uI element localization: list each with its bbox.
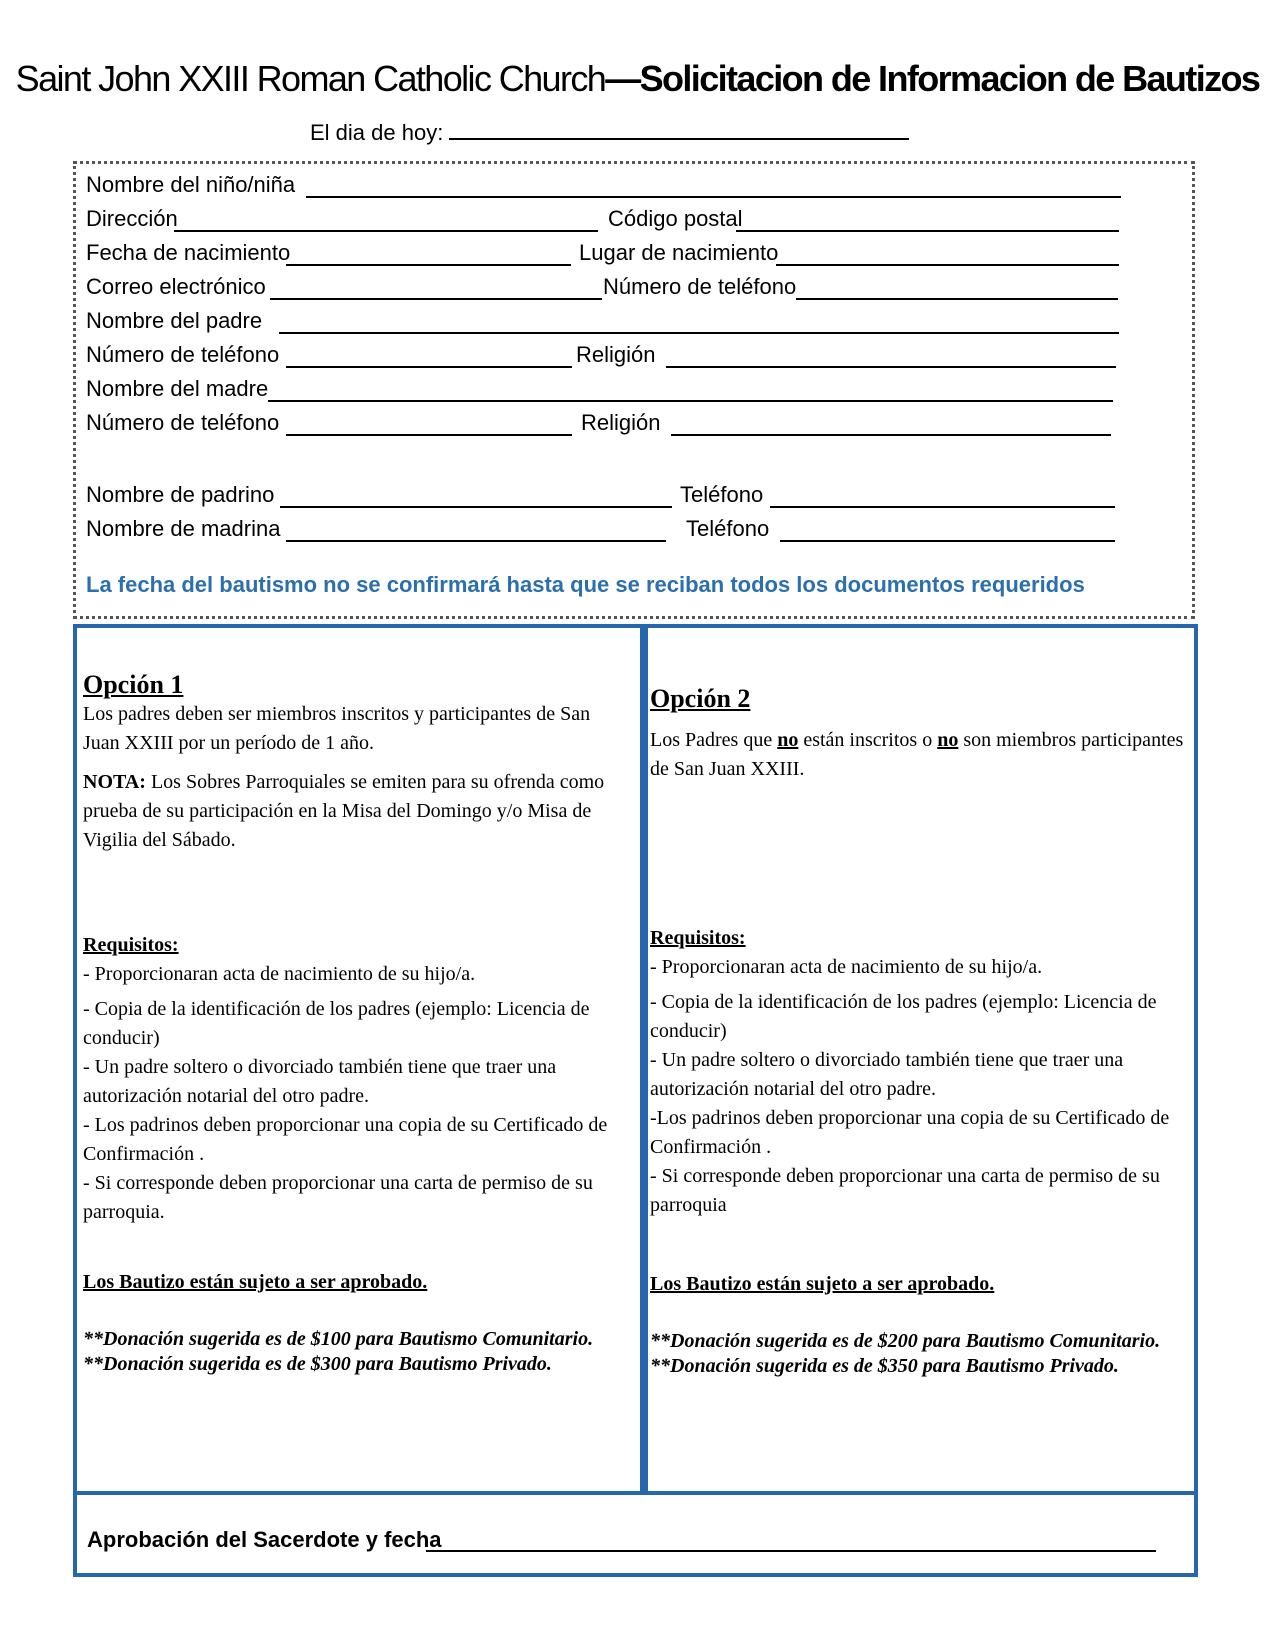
birth-date-input[interactable] <box>286 240 576 268</box>
option-2-req-5: - Si corresponde deben proporcionar una carta de permiso de su parroquia <box>650 1165 1160 1216</box>
godfather-phone-label: Teléfono <box>680 482 764 507</box>
option-1-donation-community: **Donación sugerida es de $100 para Bautismo Comunitario. <box>83 1328 594 1350</box>
child-name-label: Nombre del niño/niña <box>86 172 296 197</box>
options-box <box>73 624 1198 1495</box>
birth-date-field <box>86 240 290 266</box>
today-input-line[interactable] <box>449 118 909 140</box>
option-1-donation-private: **Donación sugerida es de $300 para Bautismo Privado. <box>83 1353 552 1375</box>
godfather-name-label: Nombre de padrino <box>86 482 275 507</box>
godfather-phone-field <box>680 482 763 508</box>
godmother-phone-input[interactable] <box>780 516 1120 544</box>
mother-phone-field <box>86 410 279 436</box>
option-1-req-5: - Si corresponde deben proporcionar una carta de permiso de su parroquia. <box>83 1172 593 1223</box>
today-label: El dia de hoy: <box>310 120 444 145</box>
mother-name-label: Nombre del madre <box>86 376 269 401</box>
godfather-name-input[interactable] <box>280 482 675 510</box>
today-date-field <box>310 118 909 146</box>
address-input[interactable] <box>76 206 601 234</box>
intro-no-2: no <box>937 729 959 751</box>
godmother-name-label: Nombre de madrina <box>86 516 281 541</box>
birth-place-input[interactable] <box>776 240 1126 268</box>
email-label: Correo electrónico <box>86 274 266 299</box>
priest-approval-label: Aprobación del Sacerdote y fecha <box>87 1527 442 1552</box>
mother-name-field <box>86 376 268 402</box>
father-name-label: Nombre del padre <box>86 308 263 333</box>
mother-religion-label: Religión <box>581 410 661 435</box>
note-text: Los Sobres Parroquiales se emiten para su ofrenda como prueba de su participación en la Misa del Domingo y/o Misa de Vigilia del Sábado. <box>83 771 605 851</box>
phone-input[interactable] <box>796 274 1126 302</box>
page-title <box>0 58 1275 100</box>
option-1-req-3: - Un padre soltero o divorciado también tiene que traer una autorización notarial del otro padre. <box>83 1056 557 1107</box>
priest-approval-section <box>73 1491 1198 1577</box>
option-2-donation-community: **Donación sugerida es de $200 para Bautismo Comunitario. <box>650 1330 1161 1352</box>
email-input[interactable] <box>270 274 605 302</box>
priest-approval-input-line[interactable] <box>426 1550 1156 1552</box>
form-title: —Solicitacion de Informacion de Bautizos <box>605 58 1260 99</box>
godfather-phone-input[interactable] <box>770 482 1120 510</box>
father-phone-label: Número de teléfono <box>86 342 280 367</box>
info-form-box <box>73 161 1195 619</box>
mother-name-input[interactable] <box>268 376 1118 404</box>
birth-place-field <box>579 240 778 266</box>
mother-religion-field <box>581 410 661 436</box>
intro-part-b: están inscritos o <box>798 729 938 751</box>
option-2-req-4: -Los padrinos deben proporcionar una copia de su Certificado de Confirmación . <box>650 1107 1170 1158</box>
intro-part-a: Los Padres que <box>650 729 778 751</box>
godmother-phone-label: Teléfono <box>686 516 770 541</box>
godmother-phone-field <box>686 516 769 542</box>
zip-label: Código postal <box>608 206 743 231</box>
church-name: Saint John XXIII Roman Catholic Church <box>15 58 606 99</box>
note-label: NOTA: <box>83 771 146 793</box>
option-2-requirements-title: Requisitos: <box>650 927 746 949</box>
option-2-heading: Opción 2 <box>650 684 751 713</box>
option-1-approval-note: Los Bautizo están sujeto a ser aprobado. <box>83 1271 428 1293</box>
birth-date-label: Fecha de nacimiento <box>86 240 291 265</box>
phone-label: Número de teléfono <box>603 274 797 299</box>
father-phone-input[interactable] <box>286 342 576 370</box>
option-1-req-2: - Copia de la identificación de los padres (ejemplo: Licencia de conducir) <box>83 998 590 1049</box>
child-name-input[interactable] <box>76 172 1186 200</box>
father-name-input[interactable] <box>279 308 1124 336</box>
option-2-req-1: - Proporcionaran acta de nacimiento de su hijo/a. <box>650 956 1043 978</box>
option-1-heading: Opción 1 <box>83 670 184 699</box>
documents-notice: La fecha del bautismo no se confirmará hasta que se reciban todos los documentos requeridos <box>86 572 1085 597</box>
father-name-field <box>86 308 262 334</box>
option-1-intro: Los padres deben ser miembros inscritos y participantes de San Juan XXIII por un período de 1 año. <box>83 703 591 754</box>
option-1-column <box>83 670 631 1377</box>
option-2-column <box>650 684 1188 1379</box>
mother-phone-input[interactable] <box>286 410 576 438</box>
father-religion-field <box>576 342 656 368</box>
godmother-name-input[interactable] <box>286 516 671 544</box>
option-2-approval-note: Los Bautizo están sujeto a ser aprobado. <box>650 1273 995 1295</box>
intro-no-1: no <box>777 729 799 751</box>
address-label: Dirección <box>86 206 178 231</box>
option-1-requirements-title: Requisitos: <box>83 934 179 956</box>
mother-phone-label: Número de teléfono <box>86 410 280 435</box>
email-field <box>86 274 266 300</box>
option-2-req-3: - Un padre soltero o divorciado también tiene que traer una autorización notarial del otro padre. <box>650 1049 1124 1100</box>
column-divider-inner <box>644 628 648 1495</box>
mother-religion-input[interactable] <box>671 410 1116 438</box>
zip-field <box>608 206 743 232</box>
zip-input[interactable] <box>736 206 1126 234</box>
phone-field <box>603 274 796 300</box>
godfather-name-field <box>86 482 274 508</box>
father-religion-label: Religión <box>576 342 656 367</box>
father-religion-input[interactable] <box>666 342 1121 370</box>
intro-part-c: son miembros participantes de San Juan XXIII. <box>650 729 1184 780</box>
godmother-name-field <box>86 516 280 542</box>
option-1-req-1: - Proporcionaran acta de nacimiento de su hijo/a. <box>83 963 476 985</box>
father-phone-field <box>86 342 279 368</box>
option-2-donation-private: **Donación sugerida es de $350 para Bautismo Privado. <box>650 1355 1119 1377</box>
option-2-intro <box>650 726 1188 784</box>
option-2-req-2: - Copia de la identificación de los padres (ejemplo: Licencia de conducir) <box>650 991 1157 1042</box>
option-1-note <box>83 768 631 855</box>
option-1-req-4: - Los padrinos deben proporcionar una copia de su Certificado de Confirmación . <box>83 1114 608 1165</box>
birth-place-label: Lugar de nacimiento <box>579 240 779 265</box>
